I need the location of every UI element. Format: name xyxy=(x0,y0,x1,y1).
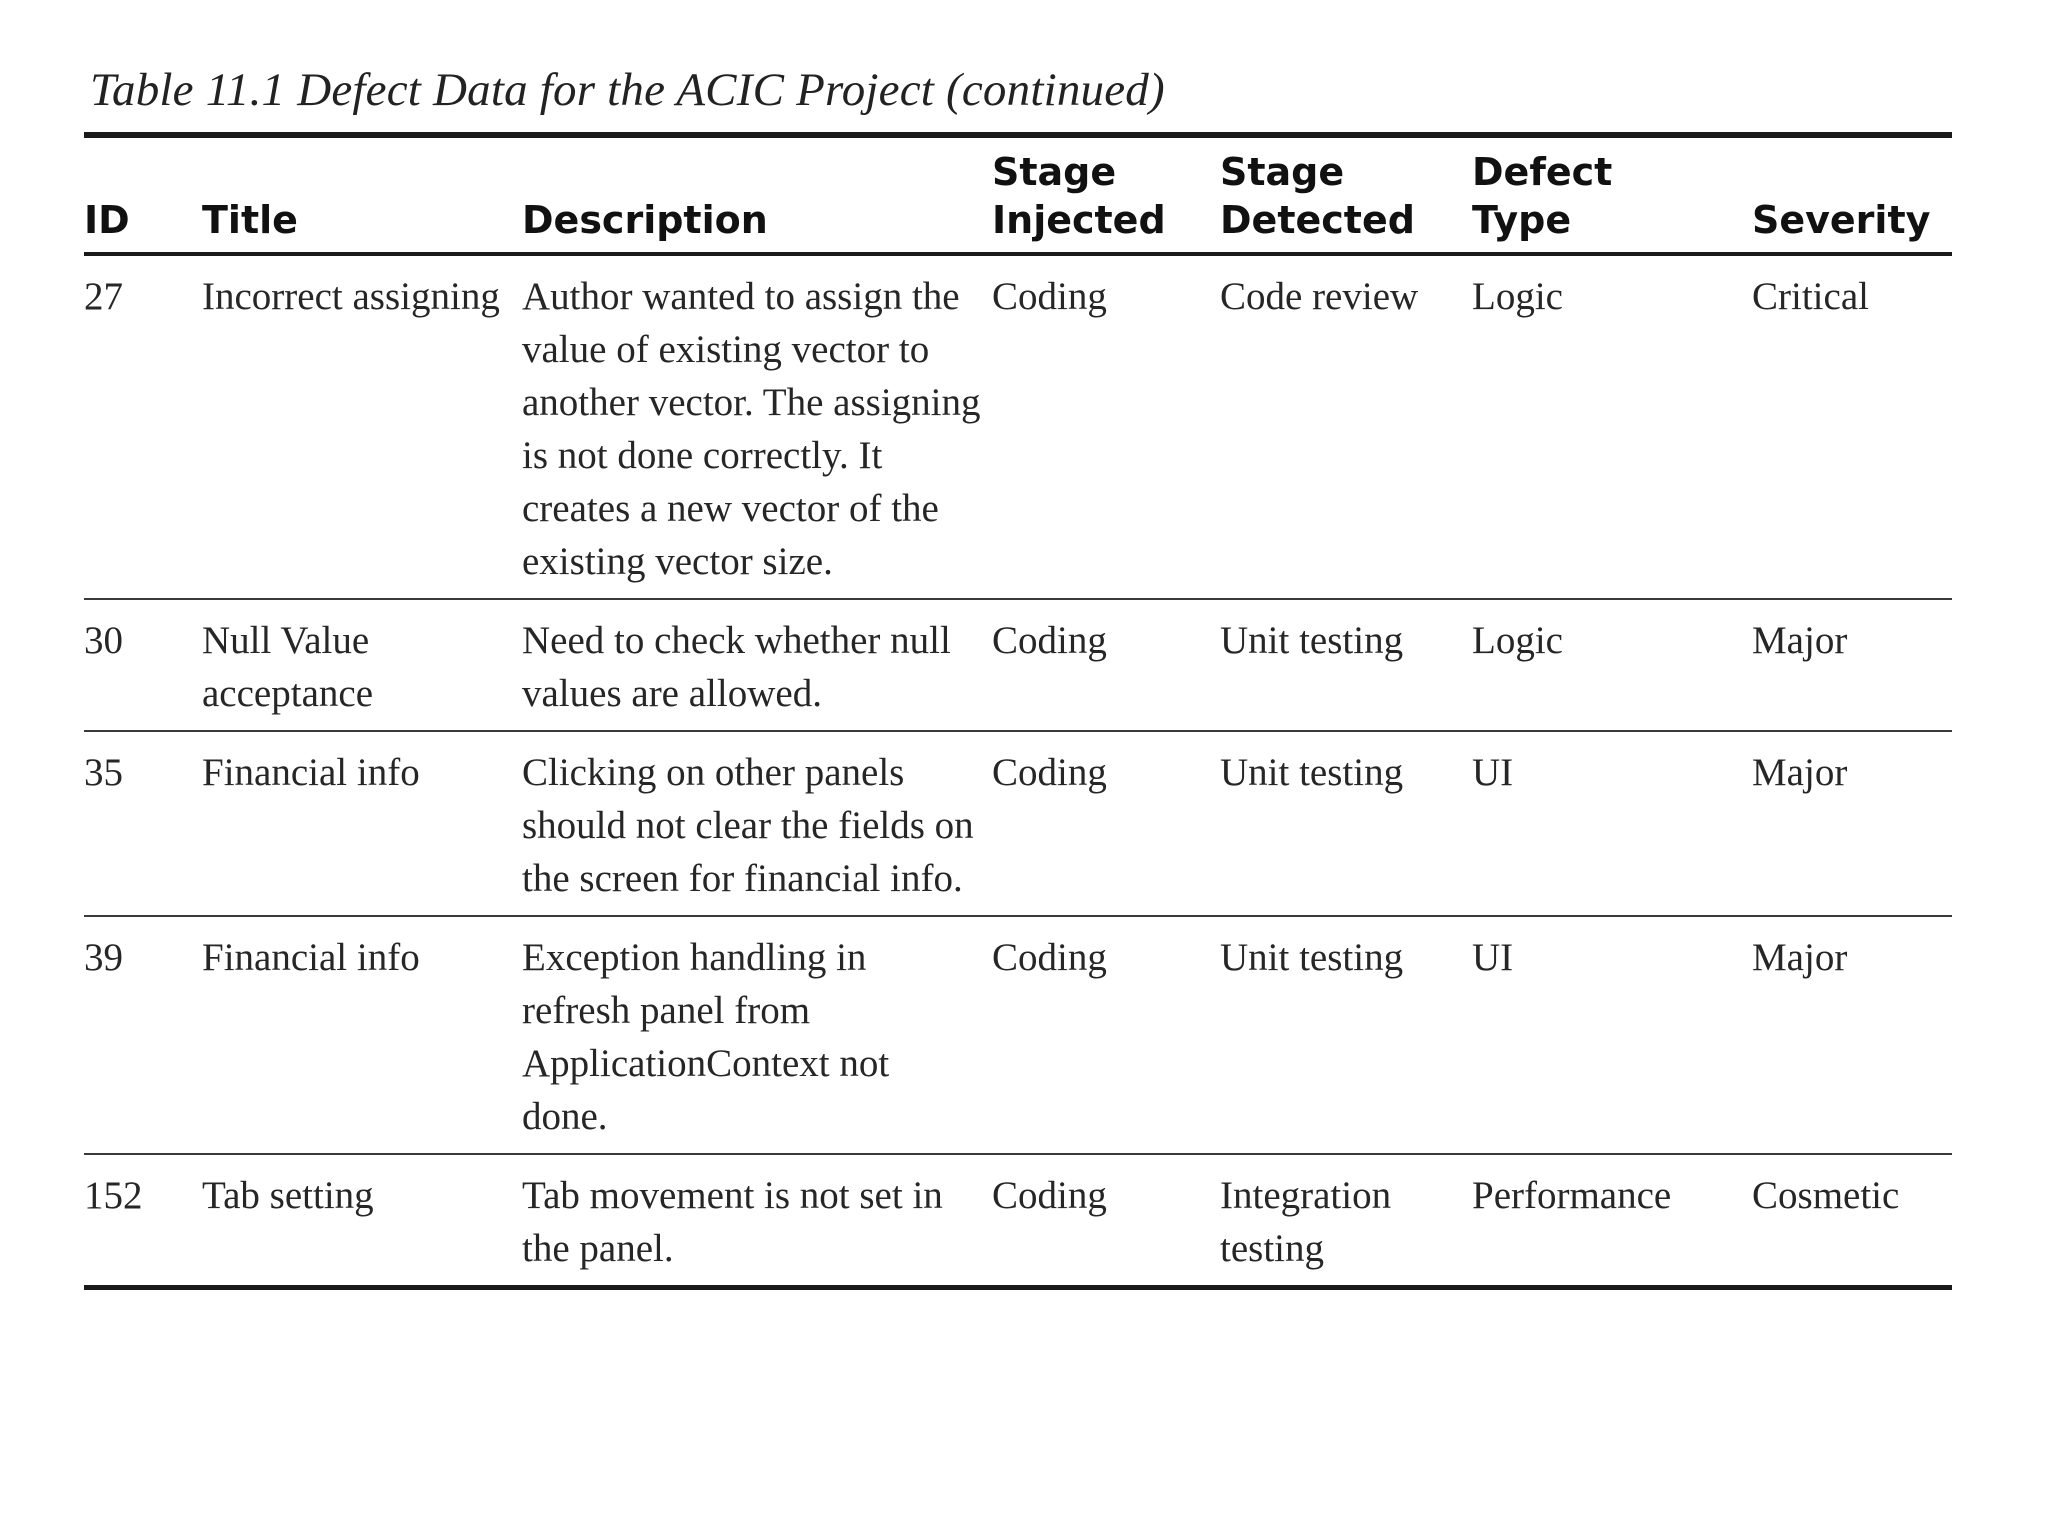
cell-defect-type: Logic xyxy=(1472,619,1563,662)
cell-severity: Critical xyxy=(1752,275,1869,318)
cell-defect-type: UI xyxy=(1472,936,1514,979)
cell-description: Tab movement is not set in the panel. xyxy=(522,1174,943,1270)
cell-description: Clicking on other panels should not clear the fields on the screen for financial info. xyxy=(522,751,974,900)
cell-defect-type: Logic xyxy=(1472,275,1563,318)
cell-id: 27 xyxy=(84,275,123,318)
cell-severity: Major xyxy=(1752,619,1848,662)
cell-stage-injected: Coding xyxy=(992,619,1107,662)
cell-severity: Cosmetic xyxy=(1752,1174,1900,1217)
column-header-stage-detected: Stage Detected xyxy=(1220,138,1472,254)
cell-stage-detected: Unit testing xyxy=(1220,936,1404,979)
table-row xyxy=(84,254,1952,599)
cell-stage-detected: Unit testing xyxy=(1220,619,1404,662)
column-header-id: ID xyxy=(84,138,202,254)
defect-data-table xyxy=(84,138,1952,1290)
column-header-description: Description xyxy=(522,138,992,254)
table-row xyxy=(84,916,1952,1154)
column-header-severity: Severity xyxy=(1752,138,1952,254)
header-row xyxy=(84,138,1952,254)
table-row xyxy=(84,599,1952,731)
cell-stage-injected: Coding xyxy=(992,275,1107,318)
cell-defect-type: UI xyxy=(1472,751,1514,794)
table-row xyxy=(84,731,1952,916)
cell-stage-injected: Coding xyxy=(992,751,1107,794)
cell-id: 152 xyxy=(84,1174,143,1217)
cell-title: Null Value acceptance xyxy=(202,619,374,715)
cell-id: 30 xyxy=(84,619,123,662)
table-caption: Table 11.1 Defect Data for the ACIC Project (continued) xyxy=(90,64,1165,116)
column-header-defect-type: Defect Type xyxy=(1472,138,1752,254)
cell-id: 39 xyxy=(84,936,123,979)
cell-stage-detected: Integration testing xyxy=(1220,1174,1392,1270)
cell-severity: Major xyxy=(1752,751,1848,794)
cell-defect-type: Performance xyxy=(1472,1174,1672,1217)
document-page xyxy=(84,58,1952,1290)
cell-stage-detected: Code review xyxy=(1220,275,1419,318)
table-body xyxy=(84,254,1952,1288)
cell-stage-injected: Coding xyxy=(992,936,1107,979)
cell-title: Tab setting xyxy=(202,1174,374,1217)
cell-description: Exception handling in refresh panel from ApplicationContext not done. xyxy=(522,936,890,1138)
cell-title: Financial info xyxy=(202,751,420,794)
column-header-title: Title xyxy=(202,138,522,254)
cell-severity: Major xyxy=(1752,936,1848,979)
cell-id: 35 xyxy=(84,751,123,794)
column-header-stage-injected: Stage Injected xyxy=(992,138,1220,254)
cell-title: Incorrect assigning xyxy=(202,275,500,318)
table-row xyxy=(84,1154,1952,1288)
table-header xyxy=(84,138,1952,254)
cell-description: Need to check whether null values are allowed. xyxy=(522,619,951,715)
cell-title: Financial info xyxy=(202,936,420,979)
cell-description: Author wanted to assign the value of existing vector to another vector. The assigning is not done correctly. It creates a new vector of the existing vector size. xyxy=(522,275,981,583)
cell-stage-injected: Coding xyxy=(992,1174,1107,1217)
cell-stage-detected: Unit testing xyxy=(1220,751,1404,794)
